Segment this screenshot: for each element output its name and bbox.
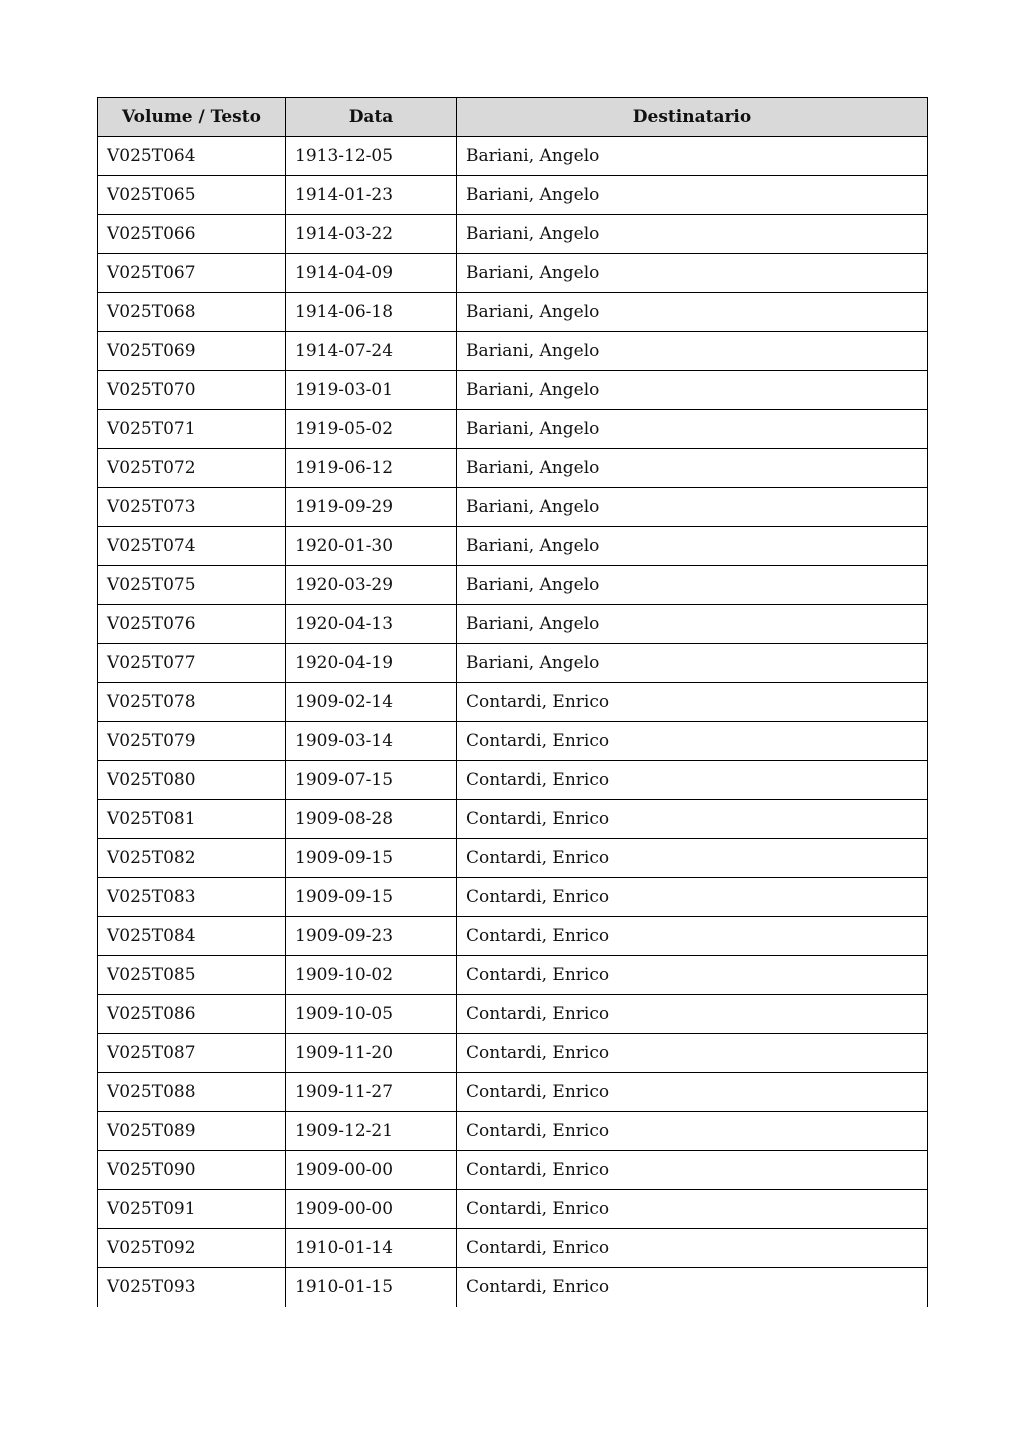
- cell-recipient: Contardi, Enrico: [457, 683, 928, 722]
- cell-date: 1909-07-15: [286, 761, 457, 800]
- cell-volume: V025T077: [98, 644, 286, 683]
- table-row: [98, 683, 928, 722]
- cell-date: 1914-04-09: [286, 254, 457, 293]
- table-row: [98, 410, 928, 449]
- cell-volume: V025T067: [98, 254, 286, 293]
- cell-volume: V025T092: [98, 1229, 286, 1268]
- table-row: [98, 137, 928, 176]
- letters-table: [97, 97, 928, 1307]
- table-row: [98, 1151, 928, 1190]
- cell-date: 1909-02-14: [286, 683, 457, 722]
- cell-recipient: Contardi, Enrico: [457, 1034, 928, 1073]
- cell-date: 1919-09-29: [286, 488, 457, 527]
- table-row: [98, 761, 928, 800]
- cell-date: 1909-00-00: [286, 1151, 457, 1190]
- cell-recipient: Bariani, Angelo: [457, 644, 928, 683]
- table-row: [98, 449, 928, 488]
- cell-volume: V025T084: [98, 917, 286, 956]
- cell-recipient: Bariani, Angelo: [457, 371, 928, 410]
- cell-volume: V025T065: [98, 176, 286, 215]
- table-row: [98, 644, 928, 683]
- cell-volume: V025T085: [98, 956, 286, 995]
- cell-date: 1910-01-15: [286, 1268, 457, 1307]
- cell-volume: V025T073: [98, 488, 286, 527]
- cell-date: 1909-11-27: [286, 1073, 457, 1112]
- cell-recipient: Contardi, Enrico: [457, 1112, 928, 1151]
- cell-date: 1919-03-01: [286, 371, 457, 410]
- cell-date: 1920-03-29: [286, 566, 457, 605]
- column-header-recipient: Destinatario: [457, 98, 928, 137]
- cell-recipient: Bariani, Angelo: [457, 254, 928, 293]
- cell-volume: V025T088: [98, 1073, 286, 1112]
- cell-recipient: Contardi, Enrico: [457, 878, 928, 917]
- cell-recipient: Bariani, Angelo: [457, 215, 928, 254]
- cell-date: 1919-05-02: [286, 410, 457, 449]
- cell-date: 1909-03-14: [286, 722, 457, 761]
- cell-date: 1909-09-23: [286, 917, 457, 956]
- table-header: [98, 98, 928, 137]
- cell-volume: V025T087: [98, 1034, 286, 1073]
- cell-date: 1920-04-19: [286, 644, 457, 683]
- cell-volume: V025T078: [98, 683, 286, 722]
- cell-recipient: Contardi, Enrico: [457, 1268, 928, 1307]
- cell-recipient: Bariani, Angelo: [457, 449, 928, 488]
- cell-recipient: Contardi, Enrico: [457, 800, 928, 839]
- table-row: [98, 956, 928, 995]
- cell-recipient: Contardi, Enrico: [457, 917, 928, 956]
- cell-date: 1914-07-24: [286, 332, 457, 371]
- cell-volume: V025T075: [98, 566, 286, 605]
- header-row: [98, 98, 928, 137]
- cell-volume: V025T072: [98, 449, 286, 488]
- cell-recipient: Bariani, Angelo: [457, 137, 928, 176]
- cell-recipient: Contardi, Enrico: [457, 1073, 928, 1112]
- cell-recipient: Bariani, Angelo: [457, 488, 928, 527]
- cell-date: 1914-06-18: [286, 293, 457, 332]
- table-row: [98, 371, 928, 410]
- cell-date: 1909-09-15: [286, 878, 457, 917]
- cell-volume: V025T070: [98, 371, 286, 410]
- cell-volume: V025T071: [98, 410, 286, 449]
- cell-recipient: Bariani, Angelo: [457, 176, 928, 215]
- cell-date: 1914-03-22: [286, 215, 457, 254]
- table-row: [98, 215, 928, 254]
- table-row: [98, 800, 928, 839]
- cell-volume: V025T064: [98, 137, 286, 176]
- cell-recipient: Contardi, Enrico: [457, 995, 928, 1034]
- cell-recipient: Bariani, Angelo: [457, 293, 928, 332]
- column-header-volume: Volume / Testo: [98, 98, 286, 137]
- table-row: [98, 488, 928, 527]
- cell-recipient: Bariani, Angelo: [457, 605, 928, 644]
- cell-volume: V025T076: [98, 605, 286, 644]
- cell-recipient: Contardi, Enrico: [457, 956, 928, 995]
- table-row: [98, 254, 928, 293]
- table-row: [98, 176, 928, 215]
- cell-date: 1909-10-05: [286, 995, 457, 1034]
- cell-volume: V025T082: [98, 839, 286, 878]
- cell-recipient: Bariani, Angelo: [457, 566, 928, 605]
- cell-recipient: Contardi, Enrico: [457, 839, 928, 878]
- cell-date: 1920-01-30: [286, 527, 457, 566]
- cell-volume: V025T069: [98, 332, 286, 371]
- cell-volume: V025T090: [98, 1151, 286, 1190]
- cell-date: 1909-11-20: [286, 1034, 457, 1073]
- cell-recipient: Bariani, Angelo: [457, 410, 928, 449]
- table-row: [98, 917, 928, 956]
- cell-recipient: Bariani, Angelo: [457, 527, 928, 566]
- table-row: [98, 995, 928, 1034]
- table-row: [98, 722, 928, 761]
- table-row: [98, 878, 928, 917]
- column-header-date: Data: [286, 98, 457, 137]
- table-row: [98, 332, 928, 371]
- table-row: [98, 566, 928, 605]
- table-body: [98, 137, 928, 1307]
- cell-volume: V025T089: [98, 1112, 286, 1151]
- cell-recipient: Contardi, Enrico: [457, 722, 928, 761]
- cell-volume: V025T093: [98, 1268, 286, 1307]
- table-row: [98, 1190, 928, 1229]
- table-row: [98, 1112, 928, 1151]
- cell-date: 1909-00-00: [286, 1190, 457, 1229]
- table-row: [98, 1229, 928, 1268]
- cell-date: 1909-09-15: [286, 839, 457, 878]
- cell-date: 1919-06-12: [286, 449, 457, 488]
- cell-volume: V025T091: [98, 1190, 286, 1229]
- cell-recipient: Contardi, Enrico: [457, 1229, 928, 1268]
- cell-recipient: Contardi, Enrico: [457, 1190, 928, 1229]
- table-row: [98, 1268, 928, 1307]
- cell-volume: V025T083: [98, 878, 286, 917]
- cell-volume: V025T066: [98, 215, 286, 254]
- cell-volume: V025T068: [98, 293, 286, 332]
- cell-recipient: Bariani, Angelo: [457, 332, 928, 371]
- cell-volume: V025T081: [98, 800, 286, 839]
- cell-date: 1913-12-05: [286, 137, 457, 176]
- table-row: [98, 605, 928, 644]
- cell-volume: V025T080: [98, 761, 286, 800]
- cell-date: 1909-10-02: [286, 956, 457, 995]
- cell-date: 1920-04-13: [286, 605, 457, 644]
- table-row: [98, 293, 928, 332]
- table-row: [98, 839, 928, 878]
- cell-date: 1909-08-28: [286, 800, 457, 839]
- cell-date: 1910-01-14: [286, 1229, 457, 1268]
- table-row: [98, 1034, 928, 1073]
- cell-recipient: Contardi, Enrico: [457, 761, 928, 800]
- table-row: [98, 527, 928, 566]
- cell-volume: V025T086: [98, 995, 286, 1034]
- cell-volume: V025T079: [98, 722, 286, 761]
- cell-date: 1909-12-21: [286, 1112, 457, 1151]
- cell-volume: V025T074: [98, 527, 286, 566]
- cell-date: 1914-01-23: [286, 176, 457, 215]
- table-row: [98, 1073, 928, 1112]
- cell-recipient: Contardi, Enrico: [457, 1151, 928, 1190]
